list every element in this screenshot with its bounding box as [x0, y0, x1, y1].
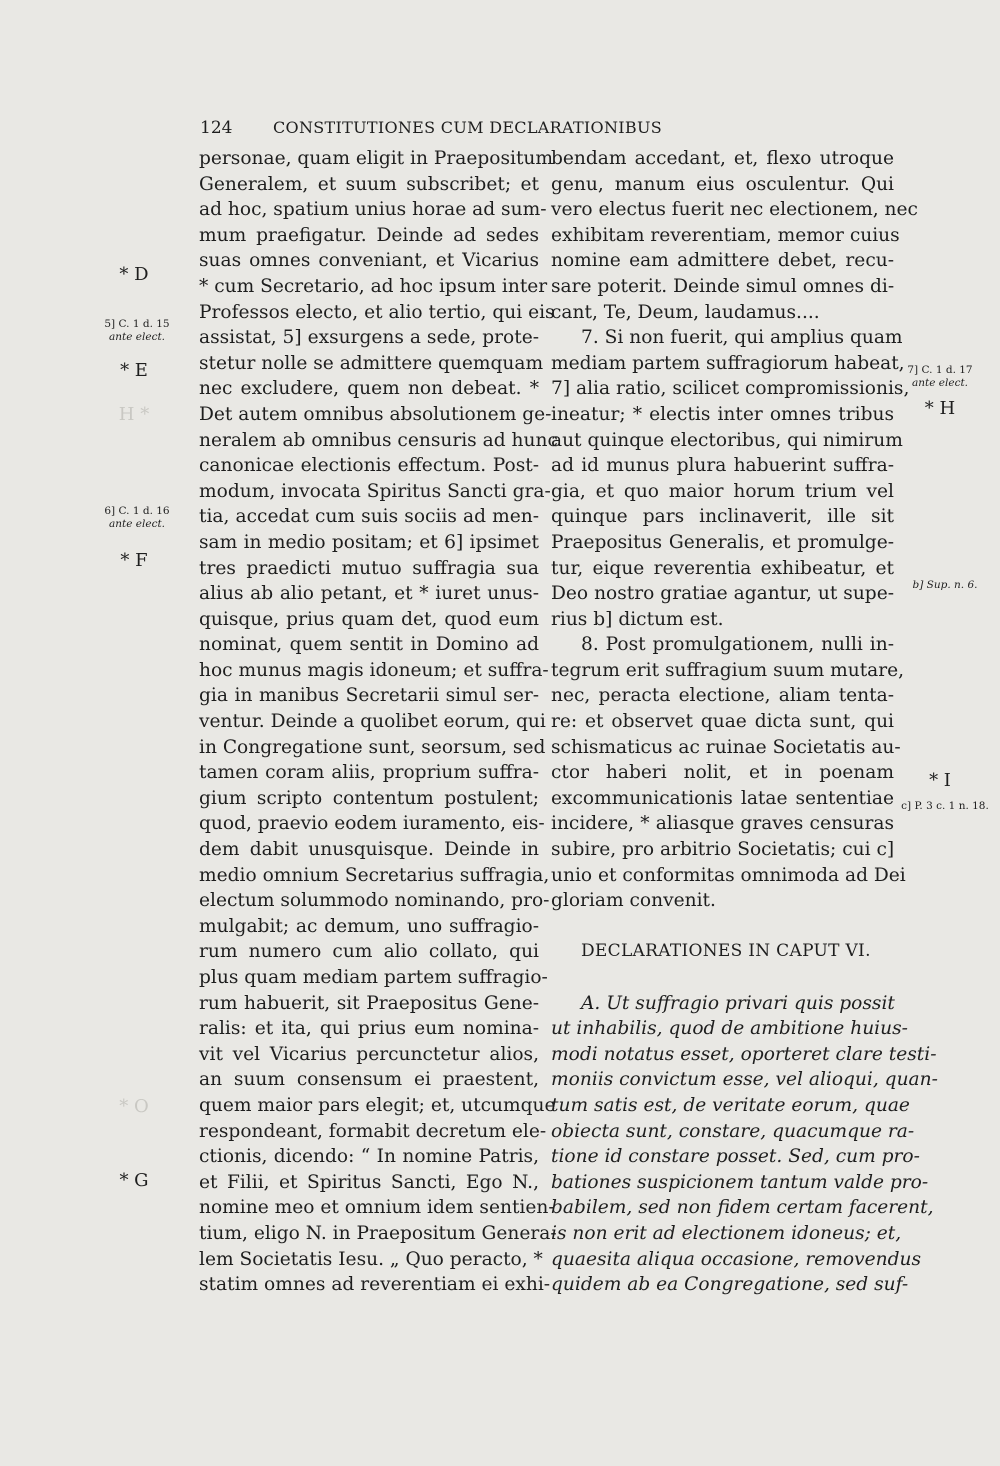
text-line: gia, et quo maior horum trium vel: [551, 480, 894, 502]
text-line: sam in medio positam; et 6] ipsimet: [199, 531, 539, 553]
text-line: tia, accedat cum suis sociis ad men-: [199, 506, 539, 528]
text-line: neralem ab omnibus censuris ad hunc: [199, 429, 558, 451]
margin-faint-1: H *: [118, 404, 150, 425]
text-line: an suum consensum ei praestent,: [199, 1069, 539, 1091]
text-line: rius b] dictum est.: [551, 608, 724, 630]
text-line: ctionis, dicendo: “ In nomine Patris,: [199, 1146, 539, 1168]
text-line: moniis convictum esse, vel alioqui, quan-: [551, 1069, 938, 1091]
text-line: exhibitam reverentiam, memor cuius: [551, 224, 900, 246]
margin-mark-e: * E: [120, 360, 148, 381]
running-title: CONSTITUTIONES CUM DECLARATIONIBUS: [273, 118, 662, 137]
margin-note-5: [92, 318, 182, 344]
text-line: ventur. Deinde a quolibet eorum, qui: [199, 711, 546, 733]
text-line: mulgabit; ac demum, uno suffragio-: [199, 915, 539, 937]
text-line: genu, manum eius osculentur. Qui: [551, 173, 894, 195]
text-line: et Filii, et Spiritus Sancti, Ego N.,: [199, 1171, 539, 1193]
text-line: ctor haberi nolit, et in poenam: [551, 762, 894, 784]
text-line: vit vel Vicarius percunctetur alios,: [199, 1043, 539, 1065]
margin-mark-h: * H: [924, 398, 956, 419]
text-line: unio et conformitas omnimoda ad Dei: [551, 864, 906, 886]
text-line: modum, invocata Spiritus Sancti gra-: [199, 480, 551, 502]
page-header: [200, 118, 735, 142]
margin-note-6: [92, 505, 182, 531]
text-line: nominat, quem sentit in Domino ad: [199, 634, 539, 656]
text-line: assistat, 5] exsurgens a sede, prote-: [199, 327, 539, 349]
text-line: statim omnes ad reverentiam ei exhi-: [199, 1274, 551, 1296]
text-line: obiecta sunt, constare, quacumque ra-: [551, 1120, 915, 1142]
text-line: ad hoc, spatium unius horae ad sum-: [199, 199, 547, 221]
text-line: incidere, * aliasque graves censuras: [551, 813, 894, 835]
text-line: hoc munus magis idoneum; et suffra-: [199, 659, 549, 681]
text-line: aut quinque electoribus, qui nimirum: [551, 429, 903, 451]
text-line: medio omnium Secretarius suffragia,: [199, 864, 550, 886]
text-line: sare poterit. Deinde simul omnes di-: [551, 275, 895, 297]
text-line: tium, eligo N. in Praepositum Genera-: [199, 1222, 557, 1244]
text-line: quinque pars inclinaverit, ille sit: [551, 506, 894, 528]
text-line: rum habuerit, sit Praepositus Gene-: [199, 992, 539, 1014]
text-line: respondeant, formabit decretum ele-: [199, 1120, 547, 1142]
text-line: 7. Si non fuerit, qui amplius quam: [581, 327, 903, 349]
text-line: tione id constare posset. Sed, cum pro-: [551, 1146, 920, 1168]
margin-mark-i: * I: [929, 770, 951, 791]
text-line: [551, 914, 894, 940]
text-line: 7] alia ratio, scilicet compromissionis,: [551, 378, 910, 400]
text-line: ad id munus plura habuerint suffra-: [551, 455, 894, 477]
text-line: Deo nostro gratiae agantur, ut supe-: [551, 583, 894, 605]
text-line: quidem ab ea Congregatione, sed suf-: [551, 1274, 909, 1296]
margin-note-5-sub: ante elect.: [108, 331, 166, 343]
margin-note-c: c] P. 3 c. 1 n. 18.: [901, 800, 989, 812]
text-line: Det autem omnibus absolutionem ge-: [199, 403, 552, 425]
text-line: dem dabit unusquisque. Deinde in: [199, 839, 539, 861]
text-line: mediam partem suffragiorum habeat,: [551, 352, 905, 374]
text-line: canonicae electionis effectum. Post-: [199, 455, 539, 477]
text-line: nec excludere, quem non debeat. *: [199, 378, 539, 400]
text-line: tegrum erit suffragium suum mutare,: [551, 659, 905, 681]
text-line: nomine meo et omnium idem sentien-: [199, 1197, 555, 1219]
text-line: babilem, sed non fidem certam facerent,: [551, 1197, 934, 1219]
text-line: 8. Post promulgationem, nulli in-: [581, 634, 894, 656]
page-number: 124: [200, 118, 233, 138]
margin-note-5-ref: 5] C. 1 d. 15: [104, 318, 170, 330]
text-line: nomine eam admittere debet, recu-: [551, 250, 894, 272]
text-line: lem Societatis Iesu. „ Quo peracto, *: [199, 1248, 543, 1270]
text-line: tamen coram aliis, proprium suffra-: [199, 762, 539, 784]
text-line: rum numero cum alio collato, qui: [199, 941, 539, 963]
text-line: gium scripto contentum postulent;: [199, 787, 539, 809]
text-line: suas omnes conveniant, et Vicarius: [199, 250, 539, 272]
text-line: Praepositus Generalis, et promulge-: [551, 531, 894, 553]
text-line: [551, 965, 894, 991]
text-line: nec, peracta electione, aliam tenta-: [551, 685, 894, 707]
margin-note-b: b] Sup. n. 6.: [912, 579, 978, 591]
margin-mark-f: * F: [120, 550, 148, 571]
text-line: bationes suspicionem tantum valde pro-: [551, 1171, 929, 1193]
text-line: quem maior pars elegit; et, utcumque: [199, 1094, 556, 1116]
text-line: alius ab alio petant, et * iuret unus-: [199, 583, 539, 605]
text-column-right: [551, 146, 938, 1298]
text-line: Generalem, et suum subscribet; et: [199, 173, 539, 195]
text-line: quisque, prius quam det, quod eum: [199, 608, 539, 630]
text-line: bendam accedant, et, flexo utroque: [551, 148, 894, 169]
margin-note-6-ref: 6] C. 1 d. 16: [104, 505, 170, 517]
margin-note-6-sub: ante elect.: [108, 518, 166, 530]
text-line: cant, Te, Deum, laudamus....: [551, 301, 820, 323]
text-line: personae, quam eligit in Praepositum: [199, 148, 554, 169]
text-line: DECLARATIONES IN CAPUT VI.: [581, 941, 871, 962]
text-line: excommunicationis latae sententiae: [551, 787, 894, 809]
text-line: modi notatus esset, oporteret clare testi-: [551, 1043, 937, 1065]
text-line: * cum Secretario, ad hoc ipsum inter: [199, 275, 548, 297]
text-line: quaesita aliqua occasione, removendus: [551, 1248, 921, 1270]
text-line: quod, praevio eodem iuramento, eis-: [199, 813, 545, 835]
text-line: Professos electo, et alio tertio, qui eis: [199, 301, 555, 323]
text-line: tur, eique reverentia exhibeatur, et: [551, 557, 894, 579]
text-line: re: et observet quae dicta sunt, qui: [551, 711, 894, 733]
text-line: schismaticus ac ruinae Societatis au-: [551, 736, 901, 758]
text-line: gia in manibus Secretarii simul ser-: [199, 685, 539, 707]
text-line: stetur nolle se admittere quemquam: [199, 352, 544, 374]
text-column-left: [199, 146, 558, 1298]
text-line: is non erit ad electionem idoneus; et,: [551, 1222, 902, 1244]
margin-faint-2: * O: [119, 1096, 149, 1117]
margin-mark-d: * D: [119, 264, 149, 285]
text-line: electum solummodo nominando, pro-: [199, 890, 550, 912]
text-line: tres praedicti mutuo suffragia sua: [199, 557, 539, 579]
text-line: gloriam convenit.: [551, 890, 716, 912]
text-line: subire, pro arbitrio Societatis; cui c]: [551, 839, 895, 861]
text-line: vero electus fuerit nec electionem, nec: [551, 199, 918, 221]
margin-note-7-sub: ante elect.: [911, 377, 969, 389]
text-line: ut inhabilis, quod de ambitione huius-: [551, 1018, 908, 1040]
margin-note-7-ref: 7] C. 1 d. 17: [907, 364, 973, 376]
text-line: ineatur; * electis inter omnes tribus: [551, 403, 894, 425]
text-line: tum satis est, de veritate eorum, quae: [551, 1094, 910, 1116]
text-line: mum praefigatur. Deinde ad sedes: [199, 224, 539, 246]
margin-mark-g: * G: [119, 1170, 149, 1191]
text-line: A. Ut suffragio privari quis possit: [581, 992, 895, 1014]
text-line: ralis: et ita, qui prius eum nomina-: [199, 1018, 539, 1040]
text-line: plus quam mediam partem suffragio-: [199, 967, 548, 988]
text-line: in Congregatione sunt, seorsum, sed: [199, 736, 546, 758]
